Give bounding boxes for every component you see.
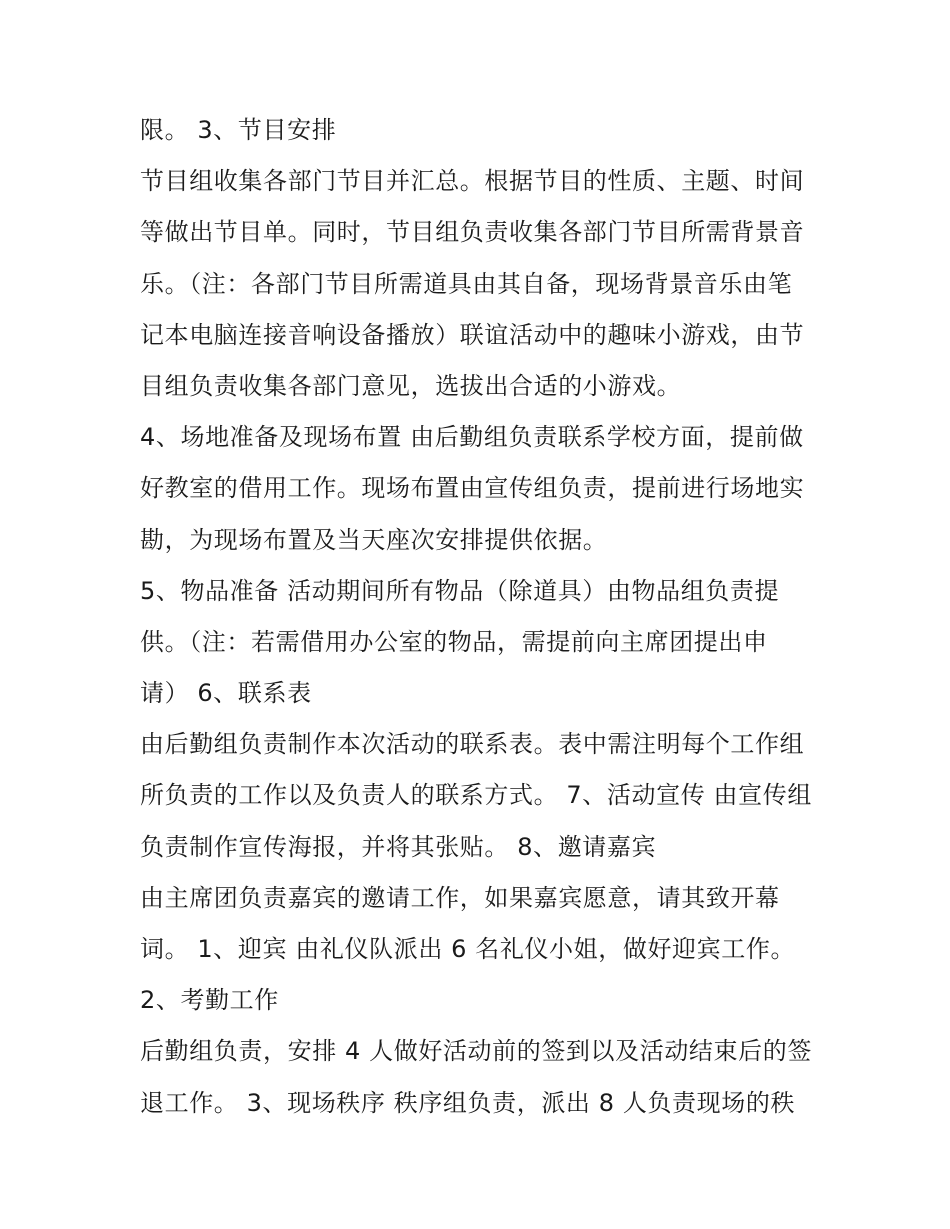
text-line: 供。（注：若需借用办公室的物品，需提前向主席团提出申: [140, 627, 768, 656]
text-line: 目组负责收集各部门意见，选拔出合适的小游戏。: [140, 371, 682, 400]
text-line: 由主席团负责嘉宾的邀请工作，如果嘉宾愿意，请其致开幕: [140, 883, 780, 912]
text-line: 乐。（注：各部门节目所需道具由其自备，现场背景音乐由笔: [140, 269, 793, 298]
text-line: 词。 1、迎宾 由礼仪队派出 6 名礼仪小姐，做好迎宾工作。: [140, 935, 796, 963]
text-line: 限。 3、节目安排: [140, 116, 337, 144]
text-line: 请） 6、联系表: [140, 679, 312, 708]
text-line: 由后勤组负责制作本次活动的联系表。表中需注明每个工作组: [140, 730, 805, 759]
text-line: 所负责的工作以及负责人的联系方式。 7、活动宣传 由宣传组: [140, 781, 812, 810]
text-line: 勘，为现场布置及当天座次安排提供依据。: [140, 525, 608, 554]
text-line: 负责制作宣传海报，并将其张贴。 8、邀请嘉宾: [140, 832, 657, 861]
text-line: 节目组收集各部门节目并汇总。根据节目的性质、主题、时间: [140, 167, 805, 196]
text-line: 后勤组负责，安排 4 人做好活动前的签到以及活动结束后的签: [140, 1037, 812, 1066]
text-line: 记本电脑连接音响设备播放）联谊活动中的趣味小游戏，由节: [140, 320, 805, 349]
document-body: [140, 108, 820, 1132]
text-line: 2、考勤工作: [140, 986, 279, 1015]
text-line: 退工作。 3、现场秩序 秩序组负责，派出 8 人负责现场的秩: [140, 1088, 796, 1117]
text-line: 好教室的借用工作。现场布置由宣传组负责，提前进行场地实: [140, 474, 805, 503]
text-line: 4、场地准备及现场布置 由后勤组负责联系学校方面，提前做: [140, 423, 804, 452]
text-line: 5、物品准备 活动期间所有物品（除道具）由物品组负责提: [140, 576, 780, 605]
text-line: 等做出节目单。同时，节目组负责收集各部门节目所需背景音: [140, 218, 805, 247]
